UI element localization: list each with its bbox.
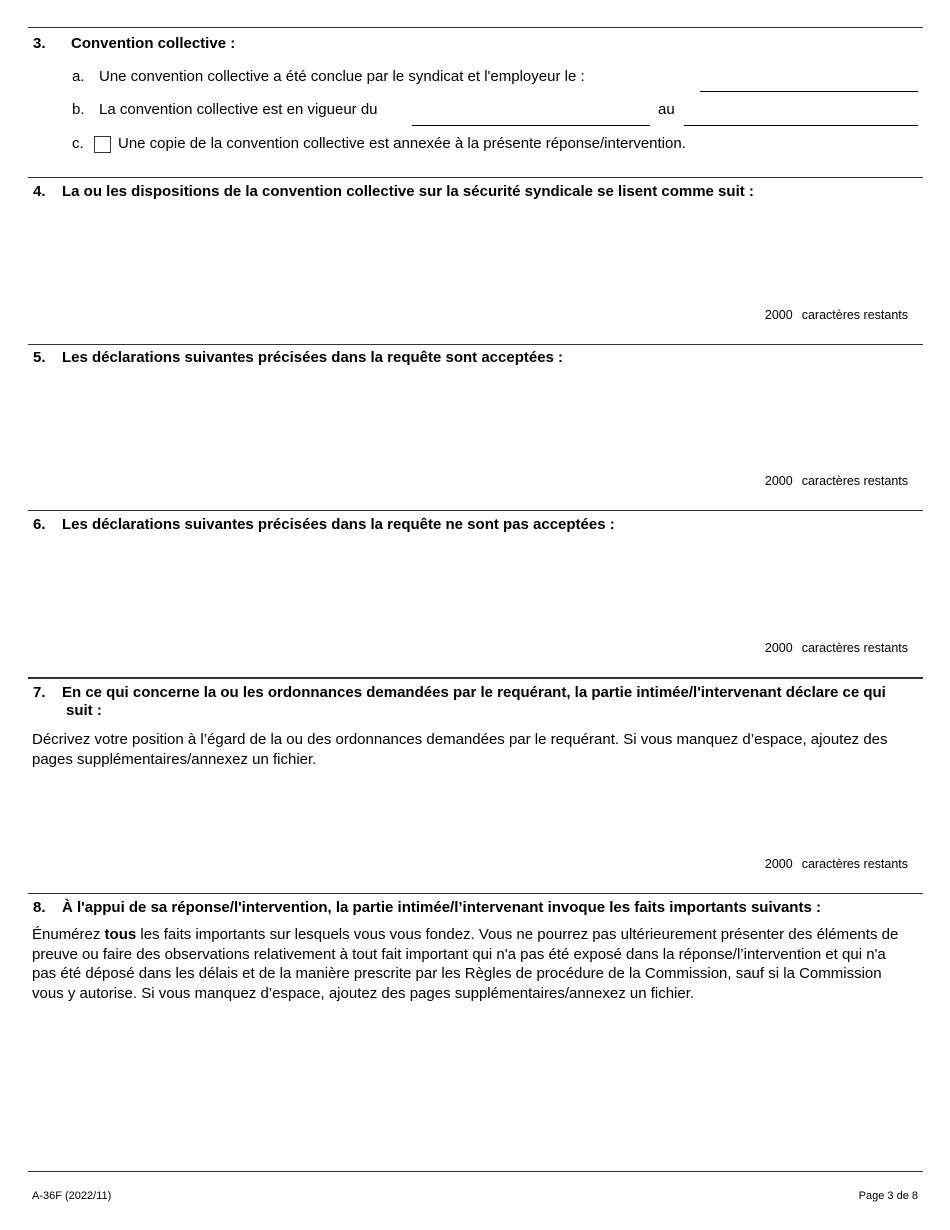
- section-7-divider: [28, 677, 923, 679]
- section-5-remaining-label: caractères restants: [801, 474, 908, 488]
- section-6-title: Les déclarations suivantes précisées dans la requête ne sont pas acceptées :: [62, 516, 615, 533]
- section-5-divider: [28, 344, 923, 345]
- section-6-number: 6.: [33, 516, 46, 533]
- item-c-label: Une copie de la convention collective est annexée à la présente réponse/intervention.: [118, 135, 686, 152]
- item-b-to-label: au: [658, 101, 675, 118]
- footer-divider: [28, 1171, 923, 1172]
- item-c-letter: c.: [72, 135, 84, 152]
- section-7-instructions: Décrivez votre position à l’égard de la ou des ordonnances demandées par le requérant. Si vous manquez d’espace, ajoutez des pages supplémentaires/annexez un fichier.: [32, 731, 888, 768]
- agreement-date-field[interactable]: [700, 91, 918, 92]
- section-8-textarea[interactable]: [32, 1005, 912, 1160]
- item-a-label: Une convention collective a été conclue par le syndicat et l'employeur le :: [99, 68, 585, 85]
- section-3-title: Convention collective :: [71, 35, 236, 52]
- section-5-char-counter: [765, 474, 908, 488]
- section-7-title-line2: suit :: [66, 702, 102, 719]
- section-4-char-counter: [765, 308, 908, 322]
- section-7-title-line1: En ce qui concerne la ou les ordonnances demandées par le requérant, la partie intimée/l'intervenant déclare ce qui: [62, 684, 886, 701]
- section-8-number: 8.: [33, 899, 46, 916]
- section-7-remaining-label: caractères restants: [801, 857, 908, 871]
- section-7-char-counter: [765, 857, 908, 871]
- item-a-letter: a.: [72, 68, 85, 85]
- section-8-instr-post: les faits importants sur lesquels vous vous fondez. Vous ne pourrez pas ultérieurement présenter des éléments de preuve ou faire des observations relativement à tout fait important qui n'a pas été exposé dans la réponse/l’intervention et qui n'a pas été déposé dans les délais et de la manière prescrite par les Règles de procédure de la Commission, sauf si la Commission vous y autorise. Si vous manquez d’espace, ajoutez des pages supplémentaires/annexez un fichier.: [32, 926, 899, 1002]
- item-b-label: La convention collective est en vigueur du: [99, 101, 378, 118]
- section-6-divider: [28, 510, 923, 511]
- section-4-remaining-label: caractères restants: [801, 308, 908, 322]
- section-4-title: La ou les dispositions de la convention collective sur la sécurité syndicale se lisent comme suit :: [62, 183, 754, 200]
- section-8-instr-emphasis: tous: [104, 926, 137, 943]
- section-8-title: À l'appui de sa réponse/l'intervention, la partie intimée/l’intervenant invoque les faits importants suivants :: [62, 899, 821, 916]
- section-5-number: 5.: [33, 349, 46, 366]
- section-3-number: 3.: [33, 35, 46, 52]
- section-7-remaining-count: 2000: [764, 857, 793, 871]
- section-4-remaining-count: 2000: [764, 308, 793, 322]
- form-code: A-36F (2022/11): [32, 1190, 112, 1202]
- section-5-title: Les déclarations suivantes précisées dans la requête sont acceptées :: [62, 349, 564, 366]
- section-4-textarea[interactable]: [32, 205, 912, 303]
- section-5-remaining-count: 2000: [764, 474, 793, 488]
- in-force-to-date-field[interactable]: [684, 125, 918, 126]
- section-8-instr-pre: Énumérez: [32, 926, 105, 943]
- copy-attached-checkbox[interactable]: [94, 136, 111, 153]
- section-7-number: 7.: [33, 684, 46, 701]
- section-6-remaining-label: caractères restants: [801, 641, 908, 655]
- section-6-char-counter: [765, 641, 908, 655]
- section-4-divider: [28, 177, 923, 178]
- section-5-textarea[interactable]: [32, 371, 912, 469]
- section-6-textarea[interactable]: [32, 538, 912, 636]
- page-number: Page 3 de 8: [858, 1190, 918, 1202]
- section-4-number: 4.: [33, 183, 46, 200]
- section-8-instructions: [32, 925, 912, 1003]
- in-force-from-date-field[interactable]: [412, 125, 650, 126]
- section-6-remaining-count: 2000: [764, 641, 793, 655]
- item-b-letter: b.: [72, 101, 85, 118]
- section-7-textarea[interactable]: [32, 772, 912, 852]
- section-8-divider: [28, 893, 923, 894]
- top-divider: [28, 27, 923, 28]
